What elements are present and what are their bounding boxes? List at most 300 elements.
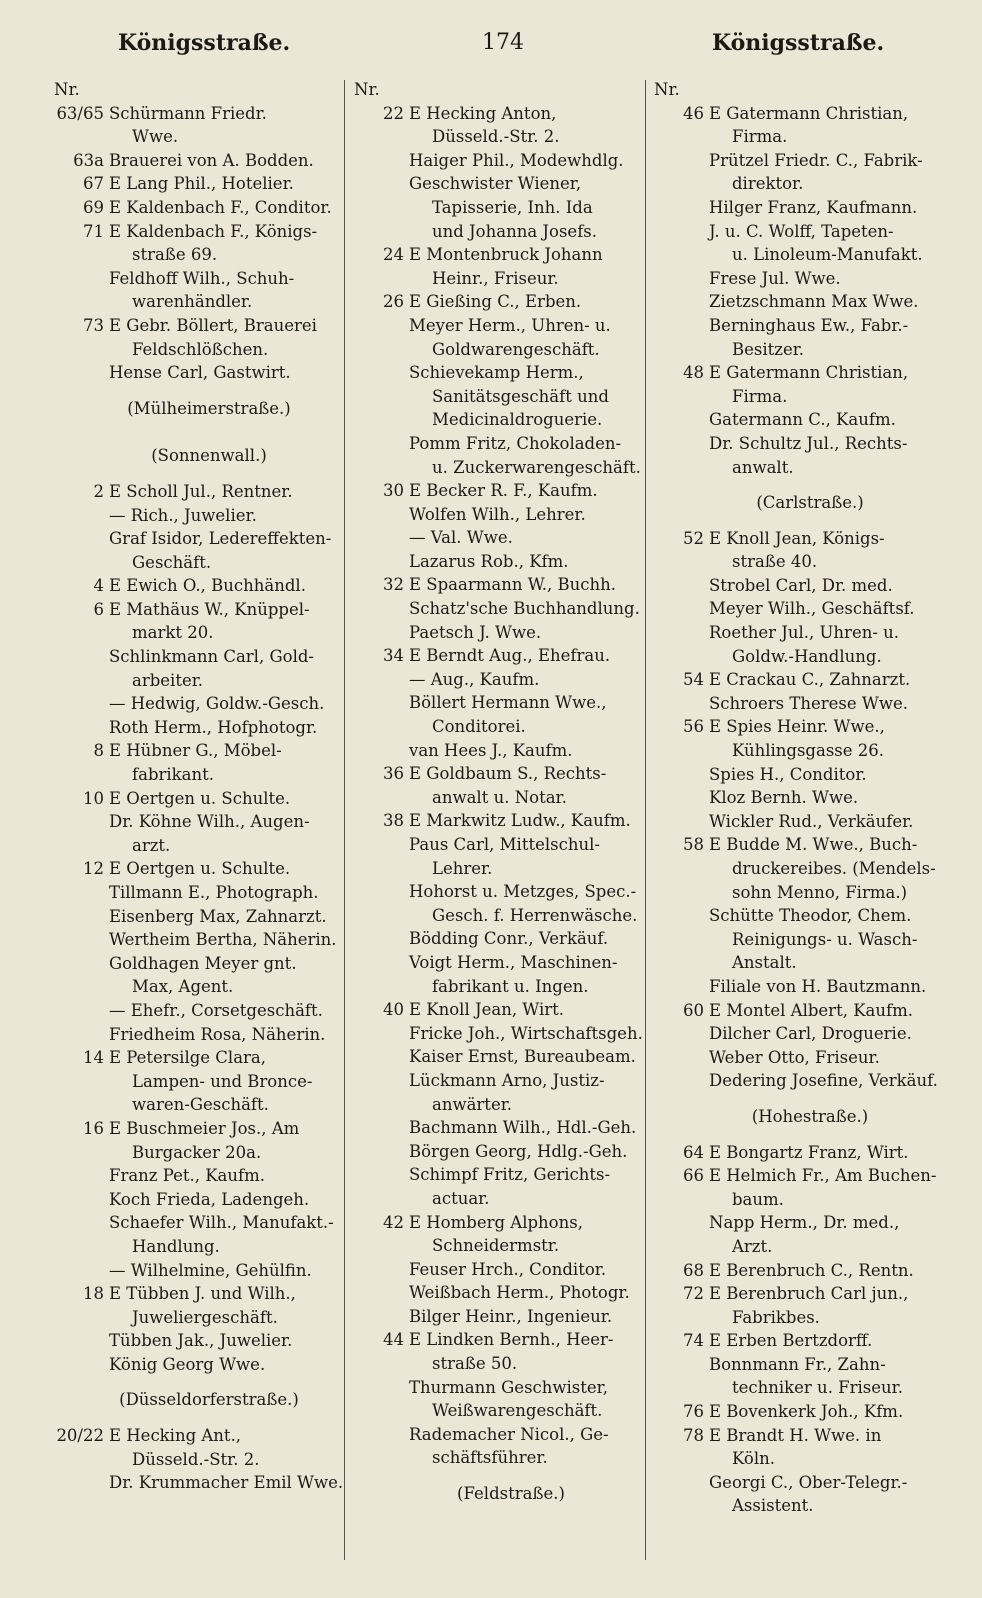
entry-text: Köln. (732, 1449, 775, 1469)
resident-line (654, 1022, 946, 1046)
resident-line (654, 857, 946, 881)
house-entry (54, 1046, 344, 1070)
house-number: 4 (93, 576, 104, 596)
resident-line (654, 574, 946, 598)
entry-text: Dilcher Carl, Droguerie. (709, 1024, 912, 1044)
house-entry (54, 787, 344, 811)
house-entry (54, 1117, 344, 1141)
resident-line (654, 763, 946, 787)
entry-text: Lehrer. (432, 858, 493, 878)
resident-line (354, 550, 648, 574)
house-entry (354, 998, 648, 1022)
entry-text: Franz Pet., Kaufm. (109, 1166, 266, 1186)
resident-line (354, 715, 648, 739)
entry-text: E Knoll Jean, Königs- (709, 528, 885, 548)
resident-line (54, 290, 344, 314)
entry-text: E Kaldenbach F., Conditor. (109, 197, 332, 217)
resident-line (54, 716, 344, 740)
entry-text: Schürmann Friedr. (109, 103, 267, 123)
resident-line (354, 526, 648, 550)
resident-line (354, 1045, 648, 1069)
resident-line (654, 1353, 946, 1377)
resident-line (354, 927, 648, 951)
entry-text: — Val. Wwe. (409, 528, 513, 548)
resident-line (654, 125, 946, 149)
entry-text: Bilger Heinr., Ingenieur. (409, 1306, 613, 1326)
resident-line (54, 361, 344, 385)
house-number: 14 (83, 1048, 104, 1068)
resident-line (54, 1448, 344, 1472)
house-entry (654, 102, 946, 126)
house-number: 54 (683, 670, 704, 690)
entry-text: druckereibes. (Mendels- (732, 859, 936, 878)
house-number: 20/22 (56, 1426, 104, 1446)
house-number: 12 (83, 859, 104, 879)
entry-text: Bonnmann Fr., Zahn- (709, 1354, 886, 1374)
resident-line (354, 149, 648, 173)
spacer (54, 1376, 344, 1388)
entry-text: Schatz'sche Buchhandlung. (409, 599, 640, 619)
resident-line (354, 408, 648, 432)
house-number: 6 (93, 599, 104, 619)
entry-text: Wwe. (132, 127, 179, 147)
entry-text: Kaiser Ernst, Bureaubeam. (409, 1047, 636, 1067)
resident-line (654, 196, 946, 220)
entry-text: straße 50. (432, 1354, 518, 1374)
resident-line (654, 1188, 946, 1212)
entry-text: Medicinaldroguerie. (432, 410, 603, 430)
entry-text: Düsseld.-Str. 2. (132, 1449, 260, 1469)
entry-text: E Homberg Alphons, (409, 1212, 583, 1232)
entry-text: Berninghaus Ew., Fabr.- (709, 315, 909, 335)
entry-text: van Hees J., Kaufm. (409, 740, 573, 760)
entry-text: E Gebr. Böllert, Brauerei (109, 315, 317, 335)
house-entry (54, 574, 344, 598)
resident-line (654, 810, 946, 834)
column-header: Nr. (654, 80, 680, 99)
resident-line (54, 1306, 344, 1330)
resident-line (354, 1069, 648, 1093)
house-number: 8 (93, 741, 104, 761)
entry-text: — Ehefr., Corsetgeschäft. (109, 1000, 323, 1020)
resident-line (54, 692, 344, 716)
entry-text: Hense Carl, Gastwirt. (109, 363, 291, 383)
cross-street-heading: (Sonnenwall.) (151, 446, 267, 466)
entry-text: E Crackau C., Zahnarzt. (709, 670, 911, 690)
house-entry (354, 644, 648, 668)
house-entry (354, 290, 648, 314)
spacer (654, 1093, 946, 1105)
house-entry (354, 573, 648, 597)
house-entry (54, 739, 344, 763)
entry-text: Brauerei von A. Bodden. (109, 150, 314, 170)
house-entry (354, 243, 648, 267)
house-number: 78 (683, 1425, 704, 1445)
resident-line (54, 621, 344, 645)
entry-text: Friedheim Rosa, Näherin. (109, 1024, 326, 1044)
directory-column-2 (354, 78, 648, 1578)
entry-text: E Hecking Ant., (109, 1426, 242, 1446)
header-street-left: Königsstraße. (118, 30, 291, 56)
resident-line (54, 952, 344, 976)
entry-text: — Aug., Kaufm. (409, 669, 540, 689)
resident-line (54, 267, 344, 291)
column-header: Nr. (54, 80, 80, 99)
resident-line (654, 1235, 946, 1259)
resident-line (354, 1281, 648, 1305)
entry-text: Roether Jul., Uhren- u. (709, 623, 900, 643)
entry-text: Tapisserie, Inh. Ida (432, 197, 593, 217)
entry-text: Goldw.-Handlung. (732, 646, 882, 666)
entry-text: Rademacher Nicol., Ge- (409, 1424, 609, 1444)
resident-line (354, 1423, 648, 1447)
entry-text: Firma. (732, 386, 788, 406)
spacer (354, 1470, 648, 1482)
entry-text: Roth Herm., Hofphotogr. (109, 717, 318, 737)
resident-line (54, 999, 344, 1023)
house-entry (654, 1164, 946, 1188)
resident-line (654, 172, 946, 196)
entry-text: J. u. C. Wolff, Tapeten- (709, 221, 894, 241)
cross-street-heading: (Mülheimerstraße.) (127, 398, 291, 418)
entry-text: und Johanna Josefs. (432, 221, 598, 241)
resident-line (654, 904, 946, 928)
entry-text: E Knoll Jean, Wirt. (409, 1000, 565, 1020)
resident-line (654, 243, 946, 267)
resident-line (654, 1447, 946, 1471)
house-number: 44 (383, 1330, 404, 1350)
entry-text: E Montel Albert, Kaufm. (709, 1000, 913, 1020)
house-entry (354, 762, 648, 786)
house-number: 67 (83, 174, 104, 194)
spacer (54, 468, 344, 480)
spacer (54, 385, 344, 397)
resident-line (54, 669, 344, 693)
resident-line (354, 1140, 648, 1164)
house-number: 73 (83, 315, 104, 335)
directory-column-1 (54, 78, 344, 1578)
entry-text: Hohorst u. Metzges, Spec.- (409, 882, 637, 902)
entry-text: Meyer Wilh., Geschäftsf. (709, 599, 915, 619)
spacer (54, 432, 344, 444)
resident-line (354, 1163, 648, 1187)
entry-text: Feldschlößchen. (132, 339, 269, 359)
entry-text: — Wilhelmine, Gehülfin. (109, 1260, 312, 1280)
entry-text: E Mathäus W., Knüppel- (109, 599, 310, 619)
resident-line (654, 1306, 946, 1330)
resident-line (654, 739, 946, 763)
house-number: 2 (93, 481, 104, 501)
entry-text: Feuser Hrch., Conditor. (409, 1259, 607, 1279)
entry-text: Besitzer. (732, 339, 805, 359)
resident-line (54, 1188, 344, 1212)
entry-text: Weißwarengeschäft. (432, 1401, 603, 1421)
entry-text: Lazarus Rob., Kfm. (409, 551, 569, 571)
entry-text: Weißbach Herm., Photogr. (409, 1283, 630, 1303)
resident-line (354, 786, 648, 810)
entry-text: Pomm Fritz, Chokoladen- (409, 433, 622, 453)
resident-line (354, 1446, 648, 1470)
house-entry (654, 1329, 946, 1353)
entry-text: E Tübben J. und Wilh., (109, 1284, 296, 1304)
resident-line (354, 432, 648, 456)
resident-line (354, 597, 648, 621)
house-number: 34 (383, 646, 404, 666)
resident-line (654, 290, 946, 314)
resident-line (354, 739, 648, 763)
entry-text: direktor. (732, 174, 804, 194)
resident-line (54, 881, 344, 905)
resident-line (354, 1376, 648, 1400)
entry-text: Bödding Conr., Verkäuf. (409, 929, 609, 949)
page-header (0, 30, 982, 70)
house-number: 46 (683, 103, 704, 123)
house-number: 71 (83, 221, 104, 241)
entry-text: Juweliergeschäft. (132, 1307, 278, 1327)
spacer (654, 479, 946, 491)
entry-text: E Oertgen u. Schulte. (109, 788, 291, 808)
resident-line (654, 220, 946, 244)
resident-line (54, 928, 344, 952)
entry-text: Georgi C., Ober-Telegr.- (709, 1472, 908, 1492)
entry-text: markt 20. (132, 623, 214, 643)
house-entry (54, 314, 344, 338)
entry-text: Tübben Jak., Juwelier. (109, 1331, 293, 1351)
house-number: 66 (683, 1166, 704, 1186)
resident-line (354, 1093, 648, 1117)
resident-line (654, 928, 946, 952)
house-number: 64 (683, 1142, 704, 1162)
resident-line (654, 408, 946, 432)
entry-text: Eisenberg Max, Zahnarzt. (109, 906, 327, 926)
entry-text: — Hedwig, Goldw.-Gesch. (109, 694, 325, 714)
resident-line (54, 243, 344, 267)
entry-text: E Berenbruch C., Rentn. (709, 1260, 914, 1280)
resident-line (654, 975, 946, 999)
entry-text: Fricke Joh., Wirtschaftsgeh. (409, 1023, 643, 1043)
house-number: 16 (83, 1118, 104, 1138)
column-divider (344, 80, 345, 1560)
entry-text: E Montenbruck Johann (409, 245, 603, 265)
entry-text: E Gießing C., Erben. (409, 292, 582, 312)
resident-line (354, 1234, 648, 1258)
entry-text: Anstalt. (732, 953, 797, 973)
resident-line (54, 1164, 344, 1188)
resident-line (654, 1069, 946, 1093)
entry-text: E Gatermann Christian, (709, 363, 909, 383)
resident-line (654, 597, 946, 621)
resident-line (354, 904, 648, 928)
entry-text: E Markwitz Ludw., Kaufm. (409, 811, 631, 831)
resident-line (654, 1211, 946, 1235)
entry-text: E Hübner G., Möbel- (109, 741, 282, 761)
resident-line (54, 1023, 344, 1047)
spacer (654, 515, 946, 527)
entry-text: Heinr., Friseur. (432, 268, 559, 288)
resident-line (654, 314, 946, 338)
entry-text: E Helmich Fr., Am Buchen- (709, 1166, 937, 1186)
entry-text: Filiale von H. Bautzmann. (709, 976, 927, 996)
house-number: 22 (383, 103, 404, 123)
entry-text: E Scholl Jul., Rentner. (109, 481, 293, 501)
house-entry (54, 172, 344, 196)
entry-text: Meyer Herm., Uhren- u. (409, 315, 611, 335)
entry-text: Voigt Herm., Maschinen- (409, 952, 618, 972)
resident-line (654, 550, 946, 574)
resident-line (354, 1305, 648, 1329)
resident-line (54, 1259, 344, 1283)
resident-line (354, 880, 648, 904)
entry-text: Handlung. (132, 1236, 220, 1256)
house-number: 74 (683, 1331, 704, 1351)
resident-line (354, 1258, 648, 1282)
entry-text: Frese Jul. Wwe. (709, 268, 841, 288)
entry-text: E Bovenkerk Joh., Kfm. (709, 1402, 904, 1422)
entry-text: Düsseld.-Str. 2. (432, 127, 560, 147)
resident-line (54, 975, 344, 999)
entry-text: fabrikant. (132, 765, 215, 785)
entry-text: E Lang Phil., Hotelier. (109, 174, 294, 194)
entry-text: Conditorei. (432, 717, 526, 737)
entry-text: E Erben Bertzdorff. (709, 1331, 873, 1351)
resident-line (354, 1399, 648, 1423)
resident-line (54, 1353, 344, 1377)
spacer (54, 1412, 344, 1424)
resident-line (54, 1070, 344, 1094)
resident-line (354, 1022, 648, 1046)
entry-text: Dr. Köhne Wilh., Augen- (109, 812, 310, 832)
house-number: 32 (383, 575, 404, 595)
resident-line (654, 1494, 946, 1518)
entry-text: straße 69. (132, 245, 218, 265)
resident-line (354, 1187, 648, 1211)
house-entry (354, 479, 648, 503)
house-number: 18 (83, 1284, 104, 1304)
entry-text: E Berndt Aug., Ehefrau. (409, 646, 611, 666)
house-entry (654, 833, 946, 857)
entry-text: Wertheim Bertha, Näherin. (109, 930, 337, 950)
house-number: 52 (683, 528, 704, 548)
entry-text: Tillmann E., Photograph. (109, 883, 319, 902)
entry-text: Goldhagen Meyer gnt. (109, 953, 297, 973)
resident-line (54, 1235, 344, 1259)
resident-line (354, 456, 648, 480)
resident-line (654, 692, 946, 716)
house-entry (654, 1141, 946, 1165)
house-number: 76 (683, 1402, 704, 1422)
entry-text: Spies H., Conditor. (709, 764, 867, 784)
entry-text: techniker u. Friseur. (732, 1378, 903, 1398)
resident-line (354, 621, 648, 645)
entry-text: Graf Isidor, Ledereffekten- (109, 529, 332, 549)
entry-text: Firma. (732, 127, 788, 147)
resident-line (654, 1046, 946, 1070)
entry-text: u. Zuckerwarengeschäft. (432, 457, 641, 477)
house-number: 30 (383, 481, 404, 501)
house-entry (54, 220, 344, 244)
entry-text: E Lindken Bernh., Heer- (409, 1330, 614, 1350)
house-number: 63/65 (56, 103, 104, 123)
entry-text: Haiger Phil., Modewhdlg. (409, 150, 624, 170)
resident-line (354, 125, 648, 149)
resident-line (354, 361, 648, 385)
house-entry (54, 598, 344, 622)
directory-column-3 (654, 78, 946, 1578)
entry-text: Wickler Rud., Verkäufer. (709, 811, 914, 831)
resident-line (354, 314, 648, 338)
entry-text: Schütte Theodor, Chem. (709, 906, 912, 926)
house-number: 10 (83, 788, 104, 808)
entry-text: Lampen- und Bronce- (132, 1071, 313, 1091)
spacer (354, 1506, 648, 1518)
house-number: 42 (383, 1212, 404, 1232)
house-number: 36 (383, 764, 404, 784)
house-entry (654, 999, 946, 1023)
entry-text: E Buschmeier Jos., Am (109, 1118, 300, 1138)
resident-line (654, 645, 946, 669)
entry-text: Gesch. f. Herrenwäsche. (432, 905, 638, 925)
resident-line (54, 645, 344, 669)
house-number: 69 (83, 197, 104, 217)
house-number: 63a (73, 150, 104, 170)
house-entry (54, 480, 344, 504)
entry-text: E Becker R. F., Kaufm. (409, 481, 598, 501)
resident-line (54, 527, 344, 551)
entry-text: Arzt. (732, 1236, 773, 1256)
entry-text: E Goldbaum S., Rechts- (409, 764, 607, 784)
resident-line (54, 1329, 344, 1353)
house-number: 60 (683, 1000, 704, 1020)
entry-text: Assistent. (732, 1496, 814, 1516)
entry-text: Schimpf Fritz, Gerichts- (409, 1165, 611, 1185)
entry-text: Thurmann Geschwister, (409, 1377, 608, 1397)
entry-text: Zietzschmann Max Wwe. (709, 292, 919, 312)
resident-line (54, 125, 344, 149)
resident-line (54, 1141, 344, 1165)
resident-line (54, 1471, 344, 1495)
resident-line (54, 504, 344, 528)
entry-text: Schaefer Wilh., Manufakt.- (109, 1213, 334, 1233)
resident-line (354, 172, 648, 196)
entry-text: E Spies Heinr. Wwe., (709, 717, 885, 737)
entry-text: Feldhoff Wilh., Schuh- (109, 268, 295, 288)
cross-street-heading: (Feldstraße.) (457, 1484, 565, 1504)
resident-line (654, 881, 946, 905)
entry-text: Geschwister Wiener, (409, 174, 582, 194)
page-number: 174 (482, 30, 524, 55)
entry-text: E Berenbruch Carl jun., (709, 1284, 909, 1304)
entry-text: Dr. Schultz Jul., Rechts- (709, 433, 908, 453)
entry-text: Schlinkmann Carl, Gold- (109, 647, 314, 667)
entry-text: warenhändler. (132, 292, 253, 312)
entry-text: E Gatermann Christian, (709, 103, 909, 123)
entry-text: Kloz Bernh. Wwe. (709, 788, 859, 808)
house-entry (654, 1259, 946, 1283)
entry-text: Geschäft. (132, 552, 212, 572)
house-entry (54, 102, 344, 126)
resident-line (354, 975, 648, 999)
resident-line (354, 267, 648, 291)
entry-text: E Kaldenbach F., Königs- (109, 221, 318, 241)
entry-text: Koch Frieda, Ladengeh. (109, 1189, 310, 1209)
resident-line (54, 834, 344, 858)
entry-text: Fabrikbes. (732, 1307, 820, 1327)
entry-text: E Oertgen u. Schulte. (109, 859, 291, 879)
house-entry (654, 1424, 946, 1448)
house-entry (54, 1424, 344, 1448)
entry-text: actuar. (432, 1188, 490, 1208)
house-entry (54, 149, 344, 173)
